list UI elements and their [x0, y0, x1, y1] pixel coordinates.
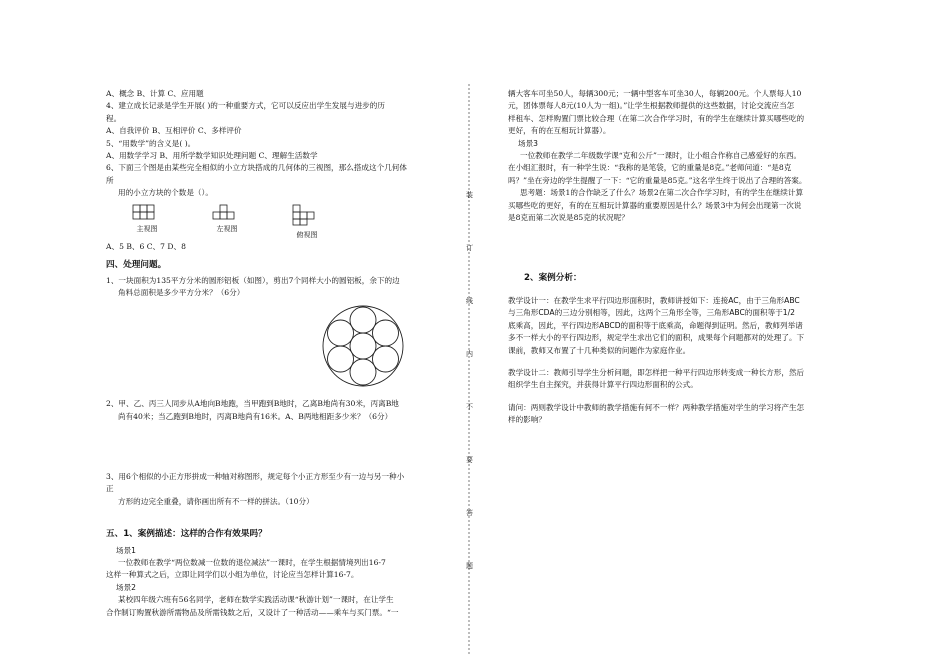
scene2-title: 场景2 [116, 582, 137, 592]
problem3-line3: 方形的边完全重叠，请你画出所有不一样的拼法。（10分） [118, 496, 314, 506]
left-column [106, 88, 446, 619]
problem3-line2: 正 [106, 484, 114, 494]
front-view-drawing [132, 204, 162, 220]
q6-text-cont: 所 [106, 175, 114, 185]
think-line3: 是8克而第二次说是85克的状况呢？ [508, 213, 629, 223]
problem1-line1: 1、一块面积为135平方分米的圆形铝板（如图），剪出7个同样大小的圆铝板，余下的边 [106, 275, 400, 285]
scene3-line3: 吗？”坐在旁边的学生提醒了一下：“它的重量是85克。”这名学生终于说出了合理的答案。 [508, 175, 807, 185]
gutter-char: 不 [466, 403, 473, 411]
think-line1: 思考题：场景1的合作缺乏了什么？场景2在第二次合作学习时，有的学生在继续计算 [520, 188, 804, 198]
design1-line4: 多不一样大小的平行四边形，规定学生求出它们的面积，成果每个问题都对的处理了。下 [508, 333, 805, 343]
design2-block [508, 367, 844, 392]
scene1-line1: 一位教师在教学“两位数减一位数的退位减法”一课时，在学生根据情境列出16-7 [118, 557, 386, 567]
problem2-line2: 尚有40米；当乙跑到B地时，丙离B地尚有16米。A、B两地相距多少米？（6分） [118, 411, 393, 421]
top-view [292, 204, 322, 241]
scene2-cont-line2: 元，团体票每人8元(10人为一组)。”让学生根据教师提供的这些数据，讨论交流应当怎 [508, 101, 795, 111]
design1-line2: 与三角形CDA的三边分别相等，因此，这两个三角形全等，三角形ABC的面积等于1/2 [508, 308, 796, 318]
scene1-line2: 这样一种算式之后，立即让同学们以小组为单位，讨论应当怎样计算16-7。 [106, 570, 359, 580]
analysis-title: 2、案例分析： [524, 273, 582, 284]
think-line2: 买哪些吃的更好，有的在互相玩计算器的重要原因是什么？场景3中为何会出现第一次说 [508, 200, 802, 210]
q6-options: A、5 B、6 C、7 D、8 [106, 242, 186, 252]
q5-options: A、用数学学习 B、用所学数学知识处理问题 C、理解生活数学 [106, 151, 318, 161]
seven-circles-drawing [321, 304, 405, 388]
question-line2: 样的影响？ [508, 415, 546, 425]
design1-line3: 底乘高，因此，平行四边形ABCD的面积等于底乘高，命题得到证明。然后，教师列举诸 [508, 320, 803, 330]
gutter-char: 线 [466, 297, 473, 305]
scene2-cont-line4: 更好，有的在互相玩计算器）。 [508, 126, 611, 136]
scene2-cont-line3: 样租车、怎样购置门票比较合理（在第二次合作学习时，有的学生在继续计算买哪些吃的 [508, 113, 805, 123]
design2-line1: 教学设计二：教师引导学生分析问题，即怎样把一种平行四边形转变成一种长方形，然后 [508, 367, 805, 377]
scene3-title: 场景3 [518, 138, 539, 148]
gutter-char: 题 [466, 562, 473, 570]
scene1-title: 场景1 [116, 545, 137, 555]
scene2-line2: 合作制订购置秋游所需物品及所需钱数之后，又设计了一种活动——乘车与买门票。“一 [106, 607, 399, 617]
gutter-char: 装 [466, 191, 473, 199]
q4-text: 4、建立成长记录是学生开展( )的一种重要方式，它可以反应出学生发展与进步的历 [106, 101, 385, 111]
q6-line: 用的小立方块的个数是（）。 [118, 188, 213, 198]
design1-line5: 课前，教师又布置了十几种类似的问题作为家庭作业。 [508, 345, 691, 355]
front-view [132, 204, 162, 241]
scene2-line1: 某校四年级六班有56名同学，老师在数学实践活动课“秋游计划”一课时，在让学生 [118, 595, 394, 605]
side-view [212, 204, 242, 241]
front-view-label: 主视图 [136, 224, 158, 233]
problem1-line2: 角料总面积是多少平方分米？（6分） [118, 288, 245, 298]
scene3-line1: 一位教师在教学二年级数学课“克和公斤”一课时，让小组合作称自己感爱好的东西。 [520, 151, 802, 161]
gutter-char: 要 [466, 456, 473, 464]
gutter-char: 答 [466, 509, 473, 517]
gutter-char: 内 [466, 350, 473, 358]
gutter-char: 订 [466, 244, 473, 252]
design1-block [508, 295, 844, 357]
problem2-line1: 2、甲、乙、丙三人同步从A地向B地跑，当甲跑到B地时，乙离B地尚有30米，丙离B地 [106, 399, 399, 409]
side-view-drawing [212, 204, 242, 220]
scene2-cont-line1: 辆大客车可坐50人，每辆300元；一辆中型客车可坐30人，每辆200元。个人票每人10 [508, 89, 802, 98]
section5-title: 五、1、案例描述：这样的合作有效果吗？ [106, 529, 267, 540]
right-column [508, 88, 844, 427]
q3-options: A、概念 B、计算 C、应用题 [106, 89, 204, 98]
q4-text-cont: 程。 [106, 113, 122, 123]
side-view-label: 左视图 [216, 224, 238, 233]
design2-line2: 组织学生自主探究，并获得计算平行四边形面积的公式。 [508, 380, 698, 390]
question-line1: 请问：两则教学设计中教师的教学措施有何不一样？两种教学措施对学生的学习将产生怎 [508, 402, 805, 412]
q6-text: 6、下面三个图是由某些完全相似的小立方块搭成的几何体的三视图，那么搭成这个几何体 [106, 163, 407, 173]
top-view-label: 俯视图 [296, 230, 318, 239]
design1-line1: 教学设计一：在教学生求平行四边形面积时，教师讲授如下：连接AC，由于三角形ABC [508, 295, 800, 305]
section4-title: 四、处理问题。 [106, 260, 167, 271]
top-view-drawing [292, 204, 322, 226]
problem3-line1: 3、用6个相似的小正方形拼成一种轴对称图形，规定每个小正方形至少有一边与另一种小 [106, 471, 405, 481]
q5-text: 5、“用数学”的含义是( )。 [106, 138, 196, 148]
circle-figure [321, 304, 446, 392]
q4-options: A、自我评价 B、互相评价 C、多样评价 [106, 126, 242, 136]
scene3-line2: 在小组汇报时，有一种学生说：“我称的是笔袋，它的重量是8克。”老师问道：“是8克 [508, 163, 792, 173]
question-block [508, 402, 844, 427]
three-views-figure [106, 204, 446, 241]
